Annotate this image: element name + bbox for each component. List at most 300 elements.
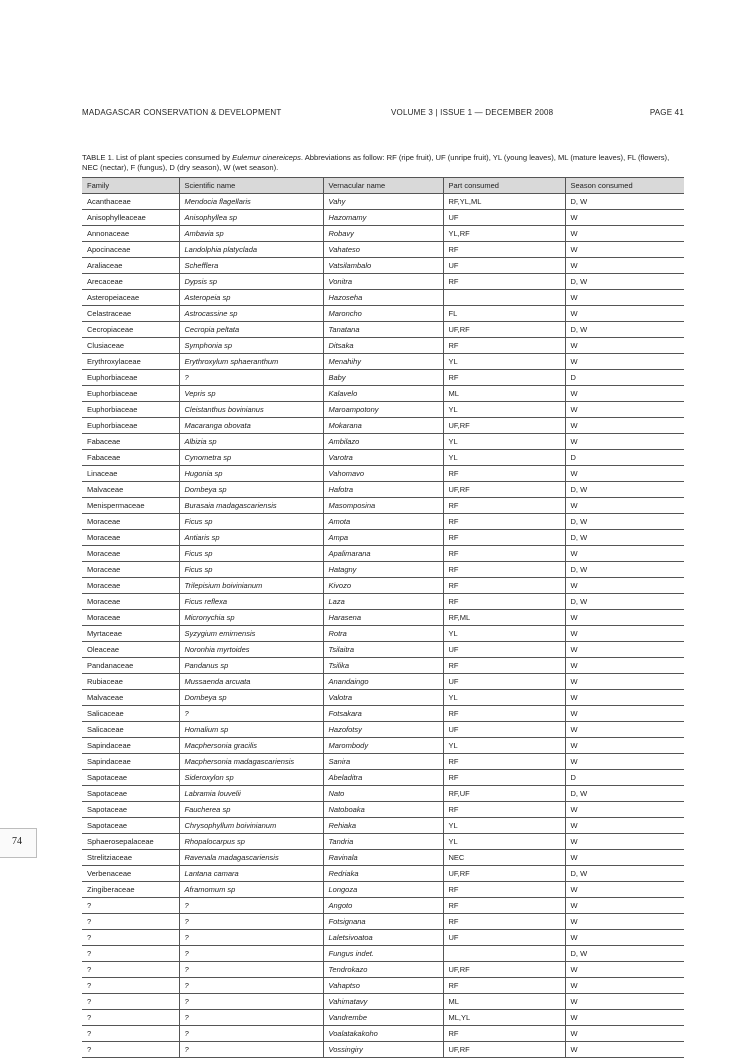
scientific-name-cell: ? — [179, 1026, 323, 1042]
family-cell: Moraceae — [82, 594, 179, 610]
vernacular-name-cell: Rehiaka — [323, 818, 443, 834]
season-consumed-cell: D — [565, 450, 684, 466]
season-consumed-cell: D, W — [565, 530, 684, 546]
vernacular-name-cell: Vonitra — [323, 274, 443, 290]
scientific-name-cell: ? — [179, 946, 323, 962]
vernacular-name-cell: Vahomavo — [323, 466, 443, 482]
vernacular-name-cell: Fungus indet. — [323, 946, 443, 962]
family-cell: Malvaceae — [82, 690, 179, 706]
part-consumed-cell: RF — [443, 578, 565, 594]
family-cell: Zingiberaceae — [82, 882, 179, 898]
table-row — [82, 834, 684, 850]
season-consumed-cell: W — [565, 1010, 684, 1026]
margin-page-number: 74 — [12, 836, 22, 847]
scientific-name-cell: ? — [179, 914, 323, 930]
part-consumed-cell: YL — [443, 834, 565, 850]
season-consumed-cell: W — [565, 434, 684, 450]
scientific-name-cell: Faucherea sp — [179, 802, 323, 818]
part-consumed-cell: RF — [443, 658, 565, 674]
vernacular-name-cell: Sanira — [323, 754, 443, 770]
table-row — [82, 610, 684, 626]
vernacular-name-cell: Hazofotsy — [323, 722, 443, 738]
family-cell: Malvaceae — [82, 482, 179, 498]
vernacular-name-cell: Abeladitra — [323, 770, 443, 786]
family-cell: Moraceae — [82, 578, 179, 594]
scientific-name-cell: ? — [179, 898, 323, 914]
table-row — [82, 290, 684, 306]
vernacular-name-cell: Nato — [323, 786, 443, 802]
scientific-name-cell: Erythroxylum sphaeranthum — [179, 354, 323, 370]
season-consumed-cell: W — [565, 546, 684, 562]
table-row — [82, 338, 684, 354]
table-row — [82, 210, 684, 226]
caption-suffix: . Abbreviations as follow: RF (ripe fruit), UF (unripe fruit), YL (young leaves), ML (mature leaves), FL (flowers), NEC (nectar), F (fungus), D (dry season), W (wet season). — [82, 153, 670, 172]
season-consumed-cell: W — [565, 402, 684, 418]
part-consumed-cell: RF — [443, 882, 565, 898]
season-consumed-cell: W — [565, 818, 684, 834]
table-row — [82, 418, 684, 434]
vernacular-name-cell: Vahy — [323, 194, 443, 210]
table-row — [82, 194, 684, 210]
part-consumed-cell: RF — [443, 370, 565, 386]
vernacular-name-cell: Vahimatavy — [323, 994, 443, 1010]
part-consumed-cell: RF — [443, 594, 565, 610]
season-consumed-cell: W — [565, 578, 684, 594]
scientific-name-cell: Sideroxylon sp — [179, 770, 323, 786]
scientific-name-cell: Cynometra sp — [179, 450, 323, 466]
season-consumed-cell: W — [565, 914, 684, 930]
scientific-name-cell: Ficus sp — [179, 562, 323, 578]
family-cell: Arecaceae — [82, 274, 179, 290]
scientific-name-cell: Hugonia sp — [179, 466, 323, 482]
table-row — [82, 594, 684, 610]
season-consumed-cell: D, W — [565, 194, 684, 210]
family-cell: ? — [82, 1042, 179, 1058]
family-cell: Sapindaceae — [82, 754, 179, 770]
table-row — [82, 962, 684, 978]
family-cell: Euphorbiaceae — [82, 386, 179, 402]
part-consumed-cell: YL,RF — [443, 226, 565, 242]
season-consumed-cell: W — [565, 626, 684, 642]
season-consumed-cell: W — [565, 498, 684, 514]
scientific-name-cell: Vepris sp — [179, 386, 323, 402]
family-cell: Celastraceae — [82, 306, 179, 322]
table-row — [82, 978, 684, 994]
vernacular-name-cell: Vahaptso — [323, 978, 443, 994]
vernacular-name-cell: Maroampotony — [323, 402, 443, 418]
family-cell: ? — [82, 962, 179, 978]
part-consumed-cell: YL — [443, 690, 565, 706]
table-row — [82, 354, 684, 370]
scientific-name-cell: Landolphia platyclada — [179, 242, 323, 258]
season-consumed-cell: W — [565, 210, 684, 226]
table-row — [82, 1010, 684, 1026]
scientific-name-cell: Cleistanthus bovinianus — [179, 402, 323, 418]
table-row — [82, 866, 684, 882]
vernacular-name-cell: Robavy — [323, 226, 443, 242]
scientific-name-cell: Ficus reflexa — [179, 594, 323, 610]
part-consumed-cell: RF — [443, 754, 565, 770]
table-row — [82, 690, 684, 706]
header-scientific-name: Scientific name — [179, 178, 323, 194]
scientific-name-cell: Ambavia sp — [179, 226, 323, 242]
season-consumed-cell: W — [565, 610, 684, 626]
part-consumed-cell: RF,ML — [443, 610, 565, 626]
table-row — [82, 898, 684, 914]
family-cell: Moraceae — [82, 562, 179, 578]
table-row — [82, 1026, 684, 1042]
season-consumed-cell: W — [565, 242, 684, 258]
family-cell: ? — [82, 1010, 179, 1026]
table-row — [82, 482, 684, 498]
part-consumed-cell: UF — [443, 642, 565, 658]
header-season-consumed: Season consumed — [565, 178, 684, 194]
season-consumed-cell: D, W — [565, 274, 684, 290]
vernacular-name-cell: Amota — [323, 514, 443, 530]
vernacular-name-cell: Varotra — [323, 450, 443, 466]
scientific-name-cell: Burasaia madagascariensis — [179, 498, 323, 514]
table-row — [82, 786, 684, 802]
scientific-name-cell: ? — [179, 930, 323, 946]
family-cell: Sapotaceae — [82, 818, 179, 834]
vernacular-name-cell: Redriaka — [323, 866, 443, 882]
family-cell: Euphorbiaceae — [82, 402, 179, 418]
vernacular-name-cell: Laletsivoatoa — [323, 930, 443, 946]
vernacular-name-cell: Natoboaka — [323, 802, 443, 818]
vernacular-name-cell: Voalatakakoho — [323, 1026, 443, 1042]
scientific-name-cell: ? — [179, 994, 323, 1010]
season-consumed-cell: D, W — [565, 594, 684, 610]
vernacular-name-cell: Tendrokazo — [323, 962, 443, 978]
table-row — [82, 242, 684, 258]
scientific-name-cell: Noronhia myrtoides — [179, 642, 323, 658]
family-cell: Sphaerosepalaceae — [82, 834, 179, 850]
family-cell: Annonaceae — [82, 226, 179, 242]
vernacular-name-cell: Laza — [323, 594, 443, 610]
season-consumed-cell: W — [565, 898, 684, 914]
table-header-row — [82, 178, 684, 194]
part-consumed-cell: NEC — [443, 850, 565, 866]
part-consumed-cell: RF,YL,ML — [443, 194, 565, 210]
scientific-name-cell: Asteropeia sp — [179, 290, 323, 306]
part-consumed-cell: YL — [443, 818, 565, 834]
family-cell: Asteropeiaceae — [82, 290, 179, 306]
scientific-name-cell: ? — [179, 1010, 323, 1026]
season-consumed-cell: W — [565, 226, 684, 242]
family-cell: Rubiaceae — [82, 674, 179, 690]
family-cell: Verbenaceae — [82, 866, 179, 882]
vernacular-name-cell: Tanatana — [323, 322, 443, 338]
vernacular-name-cell: Mokarana — [323, 418, 443, 434]
part-consumed-cell: RF — [443, 530, 565, 546]
scientific-name-cell: ? — [179, 1042, 323, 1058]
header-part-consumed: Part consumed — [443, 178, 565, 194]
season-consumed-cell: W — [565, 418, 684, 434]
season-consumed-cell: W — [565, 738, 684, 754]
part-consumed-cell: RF — [443, 514, 565, 530]
vernacular-name-cell: Kalavelo — [323, 386, 443, 402]
table-row — [82, 738, 684, 754]
part-consumed-cell: RF — [443, 546, 565, 562]
scientific-name-cell: Macaranga obovata — [179, 418, 323, 434]
table-row — [82, 946, 684, 962]
table-row — [82, 274, 684, 290]
part-consumed-cell: RF — [443, 978, 565, 994]
part-consumed-cell: RF — [443, 498, 565, 514]
part-consumed-cell: UF,RF — [443, 1042, 565, 1058]
part-consumed-cell: RF — [443, 338, 565, 354]
scientific-name-cell: Albizia sp — [179, 434, 323, 450]
season-consumed-cell: W — [565, 706, 684, 722]
season-consumed-cell: W — [565, 354, 684, 370]
family-cell: Moraceae — [82, 610, 179, 626]
vernacular-name-cell: Kivozo — [323, 578, 443, 594]
table-row — [82, 770, 684, 786]
scientific-name-cell: Macphersonia gracilis — [179, 738, 323, 754]
family-cell: Moraceae — [82, 546, 179, 562]
running-header — [82, 108, 684, 122]
season-consumed-cell: W — [565, 466, 684, 482]
vernacular-name-cell: Tandria — [323, 834, 443, 850]
scientific-name-cell: Chrysophyllum boivinianum — [179, 818, 323, 834]
family-cell: Euphorbiaceae — [82, 418, 179, 434]
season-consumed-cell: W — [565, 962, 684, 978]
family-cell: Oleaceae — [82, 642, 179, 658]
part-consumed-cell — [443, 290, 565, 306]
scientific-name-cell: Ravenala madagascariensis — [179, 850, 323, 866]
scientific-name-cell: Ficus sp — [179, 546, 323, 562]
family-cell: Salicaceae — [82, 706, 179, 722]
table-body — [82, 194, 684, 1058]
part-consumed-cell: RF — [443, 770, 565, 786]
season-consumed-cell: W — [565, 994, 684, 1010]
vernacular-name-cell: Hatagny — [323, 562, 443, 578]
vernacular-name-cell: Marombody — [323, 738, 443, 754]
table-row — [82, 546, 684, 562]
part-consumed-cell: YL — [443, 354, 565, 370]
part-consumed-cell: RF — [443, 802, 565, 818]
scientific-name-cell: Syzygium emirnensis — [179, 626, 323, 642]
family-cell: Euphorbiaceae — [82, 370, 179, 386]
table-row — [82, 578, 684, 594]
vernacular-name-cell: Hafotra — [323, 482, 443, 498]
table-row — [82, 722, 684, 738]
vernacular-name-cell: Hazomamy — [323, 210, 443, 226]
table-row — [82, 402, 684, 418]
family-cell: Anisophylleaceae — [82, 210, 179, 226]
season-consumed-cell: W — [565, 306, 684, 322]
vernacular-name-cell: Vahateso — [323, 242, 443, 258]
part-consumed-cell: UF,RF — [443, 322, 565, 338]
table-row — [82, 1042, 684, 1058]
table-row — [82, 530, 684, 546]
family-cell: Menispermaceae — [82, 498, 179, 514]
table-row — [82, 882, 684, 898]
scientific-name-cell: Anisophyllea sp — [179, 210, 323, 226]
header-family: Family — [82, 178, 179, 194]
part-consumed-cell: UF — [443, 674, 565, 690]
family-cell: Fabaceae — [82, 450, 179, 466]
scientific-name-cell: Pandanus sp — [179, 658, 323, 674]
table-row — [82, 466, 684, 482]
scientific-name-cell: Micronychia sp — [179, 610, 323, 626]
table-row — [82, 306, 684, 322]
table-row — [82, 386, 684, 402]
scientific-name-cell: ? — [179, 370, 323, 386]
family-cell: ? — [82, 914, 179, 930]
vernacular-name-cell: Ravinala — [323, 850, 443, 866]
scientific-name-cell: Trilepisium boivinianum — [179, 578, 323, 594]
margin-page-tab — [0, 828, 37, 858]
part-consumed-cell: UF — [443, 930, 565, 946]
vernacular-name-cell: Fotsignana — [323, 914, 443, 930]
family-cell: Sapotaceae — [82, 802, 179, 818]
part-consumed-cell: YL — [443, 738, 565, 754]
scientific-name-cell: Lantana camara — [179, 866, 323, 882]
table-row — [82, 450, 684, 466]
season-consumed-cell: W — [565, 802, 684, 818]
season-consumed-cell: W — [565, 1026, 684, 1042]
table-row — [82, 674, 684, 690]
vernacular-name-cell: Apalimarana — [323, 546, 443, 562]
vernacular-name-cell: Vossingiry — [323, 1042, 443, 1058]
season-consumed-cell: W — [565, 754, 684, 770]
family-cell: Moraceae — [82, 530, 179, 546]
season-consumed-cell: W — [565, 722, 684, 738]
part-consumed-cell: UF — [443, 258, 565, 274]
season-consumed-cell: D — [565, 770, 684, 786]
vernacular-name-cell: Longoza — [323, 882, 443, 898]
scientific-name-cell: Mendocia flagellaris — [179, 194, 323, 210]
scientific-name-cell: Astrocassine sp — [179, 306, 323, 322]
part-consumed-cell: UF,RF — [443, 482, 565, 498]
table-row — [82, 370, 684, 386]
table-row — [82, 258, 684, 274]
part-consumed-cell: RF — [443, 898, 565, 914]
season-consumed-cell: W — [565, 658, 684, 674]
season-consumed-cell: W — [565, 930, 684, 946]
part-consumed-cell: ML — [443, 994, 565, 1010]
part-consumed-cell — [443, 946, 565, 962]
vernacular-name-cell: Harasena — [323, 610, 443, 626]
family-cell: Fabaceae — [82, 434, 179, 450]
caption-prefix: TABLE 1. List of plant species consumed by — [82, 153, 233, 162]
table-row — [82, 498, 684, 514]
scientific-name-cell: Labramia louvelii — [179, 786, 323, 802]
scientific-name-cell: Mussaenda arcuata — [179, 674, 323, 690]
season-consumed-cell: W — [565, 834, 684, 850]
family-cell: Sapotaceae — [82, 786, 179, 802]
scientific-name-cell: Cecropia peltata — [179, 322, 323, 338]
vernacular-name-cell: Masomposina — [323, 498, 443, 514]
part-consumed-cell: YL — [443, 402, 565, 418]
scientific-name-cell: Dypsis sp — [179, 274, 323, 290]
season-consumed-cell: W — [565, 290, 684, 306]
table-row — [82, 226, 684, 242]
vernacular-name-cell: Ampa — [323, 530, 443, 546]
table-row — [82, 850, 684, 866]
season-consumed-cell: W — [565, 850, 684, 866]
scientific-name-cell: ? — [179, 706, 323, 722]
family-cell: Apocinaceae — [82, 242, 179, 258]
vernacular-name-cell: Baby — [323, 370, 443, 386]
scientific-name-cell: Macphersonia madagascariensis — [179, 754, 323, 770]
table-row — [82, 626, 684, 642]
part-consumed-cell: RF — [443, 466, 565, 482]
season-consumed-cell: W — [565, 674, 684, 690]
family-cell: Araliaceae — [82, 258, 179, 274]
family-cell: Erythroxylaceae — [82, 354, 179, 370]
table-row — [82, 434, 684, 450]
season-consumed-cell: D, W — [565, 562, 684, 578]
scientific-name-cell: Schefflera — [179, 258, 323, 274]
family-cell: Linaceae — [82, 466, 179, 482]
family-cell: Sapindaceae — [82, 738, 179, 754]
vernacular-name-cell: Valotra — [323, 690, 443, 706]
scientific-name-cell: Dombeya sp — [179, 690, 323, 706]
family-cell: Cecropiaceae — [82, 322, 179, 338]
table-row — [82, 642, 684, 658]
table-caption — [82, 153, 684, 173]
family-cell: Moraceae — [82, 514, 179, 530]
family-cell: Clusiaceae — [82, 338, 179, 354]
season-consumed-cell: D, W — [565, 786, 684, 802]
scientific-name-cell: ? — [179, 962, 323, 978]
vernacular-name-cell: Vatsilambalo — [323, 258, 443, 274]
scientific-name-cell: Antiaris sp — [179, 530, 323, 546]
family-cell: ? — [82, 978, 179, 994]
family-cell: ? — [82, 898, 179, 914]
vernacular-name-cell: Vandrembe — [323, 1010, 443, 1026]
part-consumed-cell: YL — [443, 434, 565, 450]
family-cell: Pandanaceae — [82, 658, 179, 674]
table-row — [82, 994, 684, 1010]
header-vernacular-name: Vernacular name — [323, 178, 443, 194]
scientific-name-cell: Aframomum sp — [179, 882, 323, 898]
part-consumed-cell: UF,RF — [443, 962, 565, 978]
vernacular-name-cell: Angoto — [323, 898, 443, 914]
family-cell: Sapotaceae — [82, 770, 179, 786]
scientific-name-cell: Rhopalocarpus sp — [179, 834, 323, 850]
table-row — [82, 930, 684, 946]
part-consumed-cell: YL — [443, 450, 565, 466]
journal-title: MADAGASCAR CONSERVATION & DEVELOPMENT — [82, 108, 282, 117]
part-consumed-cell: RF — [443, 562, 565, 578]
season-consumed-cell: D, W — [565, 482, 684, 498]
table-row — [82, 706, 684, 722]
vernacular-name-cell: Menahihy — [323, 354, 443, 370]
table-row — [82, 914, 684, 930]
part-consumed-cell: RF,UF — [443, 786, 565, 802]
season-consumed-cell: D, W — [565, 946, 684, 962]
plant-species-table — [82, 177, 684, 1058]
part-consumed-cell: RF — [443, 1026, 565, 1042]
vernacular-name-cell: Anandaingo — [323, 674, 443, 690]
scientific-name-cell: ? — [179, 978, 323, 994]
table-row — [82, 754, 684, 770]
part-consumed-cell: UF — [443, 210, 565, 226]
vernacular-name-cell: Tsilika — [323, 658, 443, 674]
season-consumed-cell: W — [565, 642, 684, 658]
part-consumed-cell: ML — [443, 386, 565, 402]
part-consumed-cell: RF — [443, 274, 565, 290]
scientific-name-cell: Symphonia sp — [179, 338, 323, 354]
family-cell: Myrtaceae — [82, 626, 179, 642]
scientific-name-cell: Homalium sp — [179, 722, 323, 738]
season-consumed-cell: W — [565, 882, 684, 898]
scientific-name-cell: Dombeya sp — [179, 482, 323, 498]
table-row — [82, 818, 684, 834]
